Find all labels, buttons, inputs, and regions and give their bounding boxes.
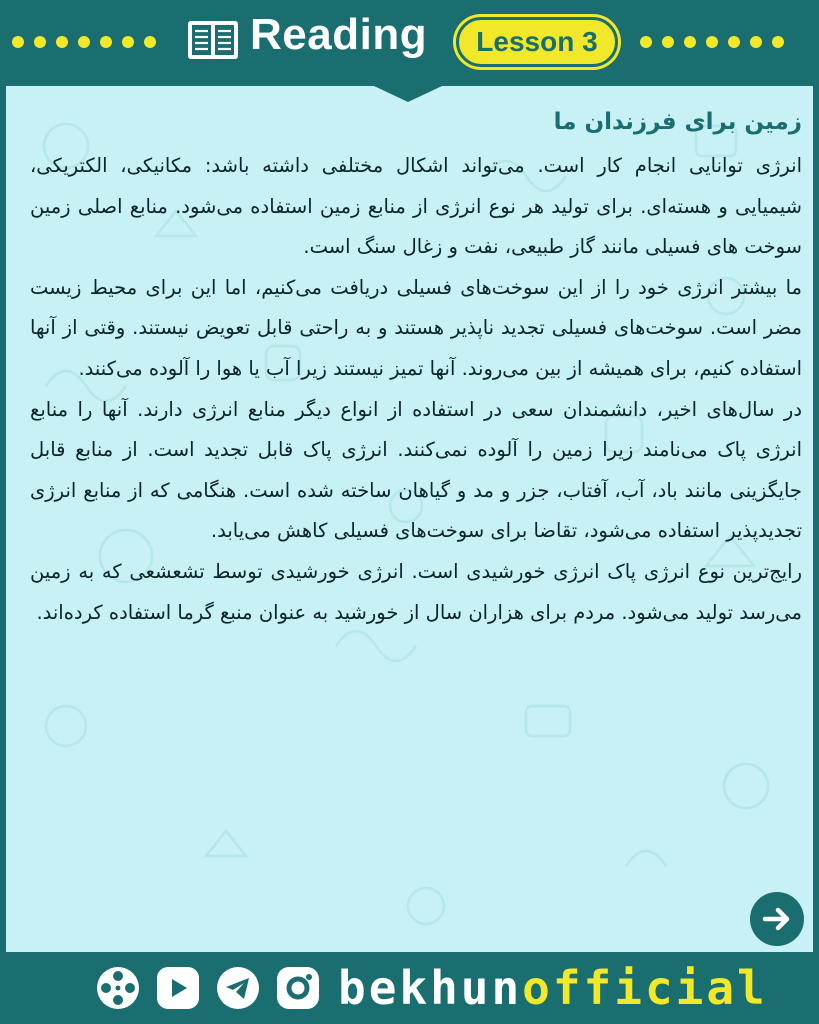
brand-handle-part2: official [522, 961, 768, 1015]
header-bar [0, 0, 819, 86]
brand-handle-part1: bekhun [338, 961, 523, 1015]
next-page-button[interactable] [750, 892, 804, 946]
header-notch [374, 86, 442, 102]
article-paragraph: در سال‌های اخیر، دانشمندان سعی در استفاده از انواع دیگر منابع انرژی دارند. آنها را منابع انرژی پاک می‌نامند زیرا زمین را آلوده نمی‌کنند. انرژی پاک قابل تجدید است. از منابع قابل جایگزینی مانند باد، آب، آفتاب، جزر و مد و گیاهان ساخته شده است. هنگامی که از منابع انرژی تجدیدپذیر استفاده می‌شود، تقاضا برای سوخت‌های فسیلی کاهش می‌یابد. [30, 397, 802, 543]
film-reel-icon[interactable] [94, 964, 142, 1012]
brand-handle[interactable] [338, 958, 768, 1018]
telegram-icon[interactable] [214, 964, 262, 1012]
decorative-dots-left [12, 36, 156, 48]
next-arrow-icon [760, 902, 794, 936]
article-paragraph: رایج‌ترین نوع انرژی پاک انرژی خورشیدی است. انرژی خورشیدی توسط تشعشعی که به زمین می‌رسد تولید می‌شود. مردم برای هزاران سال از خورشید به عنوان منبع گرما استفاده کرده‌اند. [30, 559, 802, 624]
article-paragraph: ما بیشتر انرژی خود را از این سوخت‌های فسیلی دریافت می‌کنیم، اما این برای محیط زیست مضر است. سوخت‌های فسیلی تجدید ناپذیر هستند و به راحتی قابل تعویض نیستند. وقتی از آنها استفاده کنیم، برای همیشه از بین می‌روند. آنها تمیز نیستند زیرا آب یا هوا را آلوده می‌کنند. [30, 275, 802, 380]
reading-panel [6, 86, 813, 952]
page-title: Reading [250, 10, 428, 59]
instagram-icon[interactable] [274, 964, 322, 1012]
decorative-dots-right [640, 36, 784, 48]
article-content [30, 104, 802, 633]
youtube-icon[interactable] [154, 964, 202, 1012]
lesson-badge: Lesson 3 [456, 17, 618, 67]
article-paragraph: انرژی توانایی انجام کار است. می‌تواند اشکال مختلفی داشته باشد: مکانیکی، الکتریکی، شیمیایی و هسته‌ای. برای تولید هر نوع انرژی از منابع زمین استفاده می‌شود. منابع اصلی زمین سوخت های فسیلی مانند گاز طبیعی، نفت و زغال سنگ است. [30, 154, 802, 259]
book-icon [186, 18, 240, 62]
footer-bar [0, 952, 819, 1024]
article-heading: زمین برای فرزندان ما [553, 109, 802, 135]
